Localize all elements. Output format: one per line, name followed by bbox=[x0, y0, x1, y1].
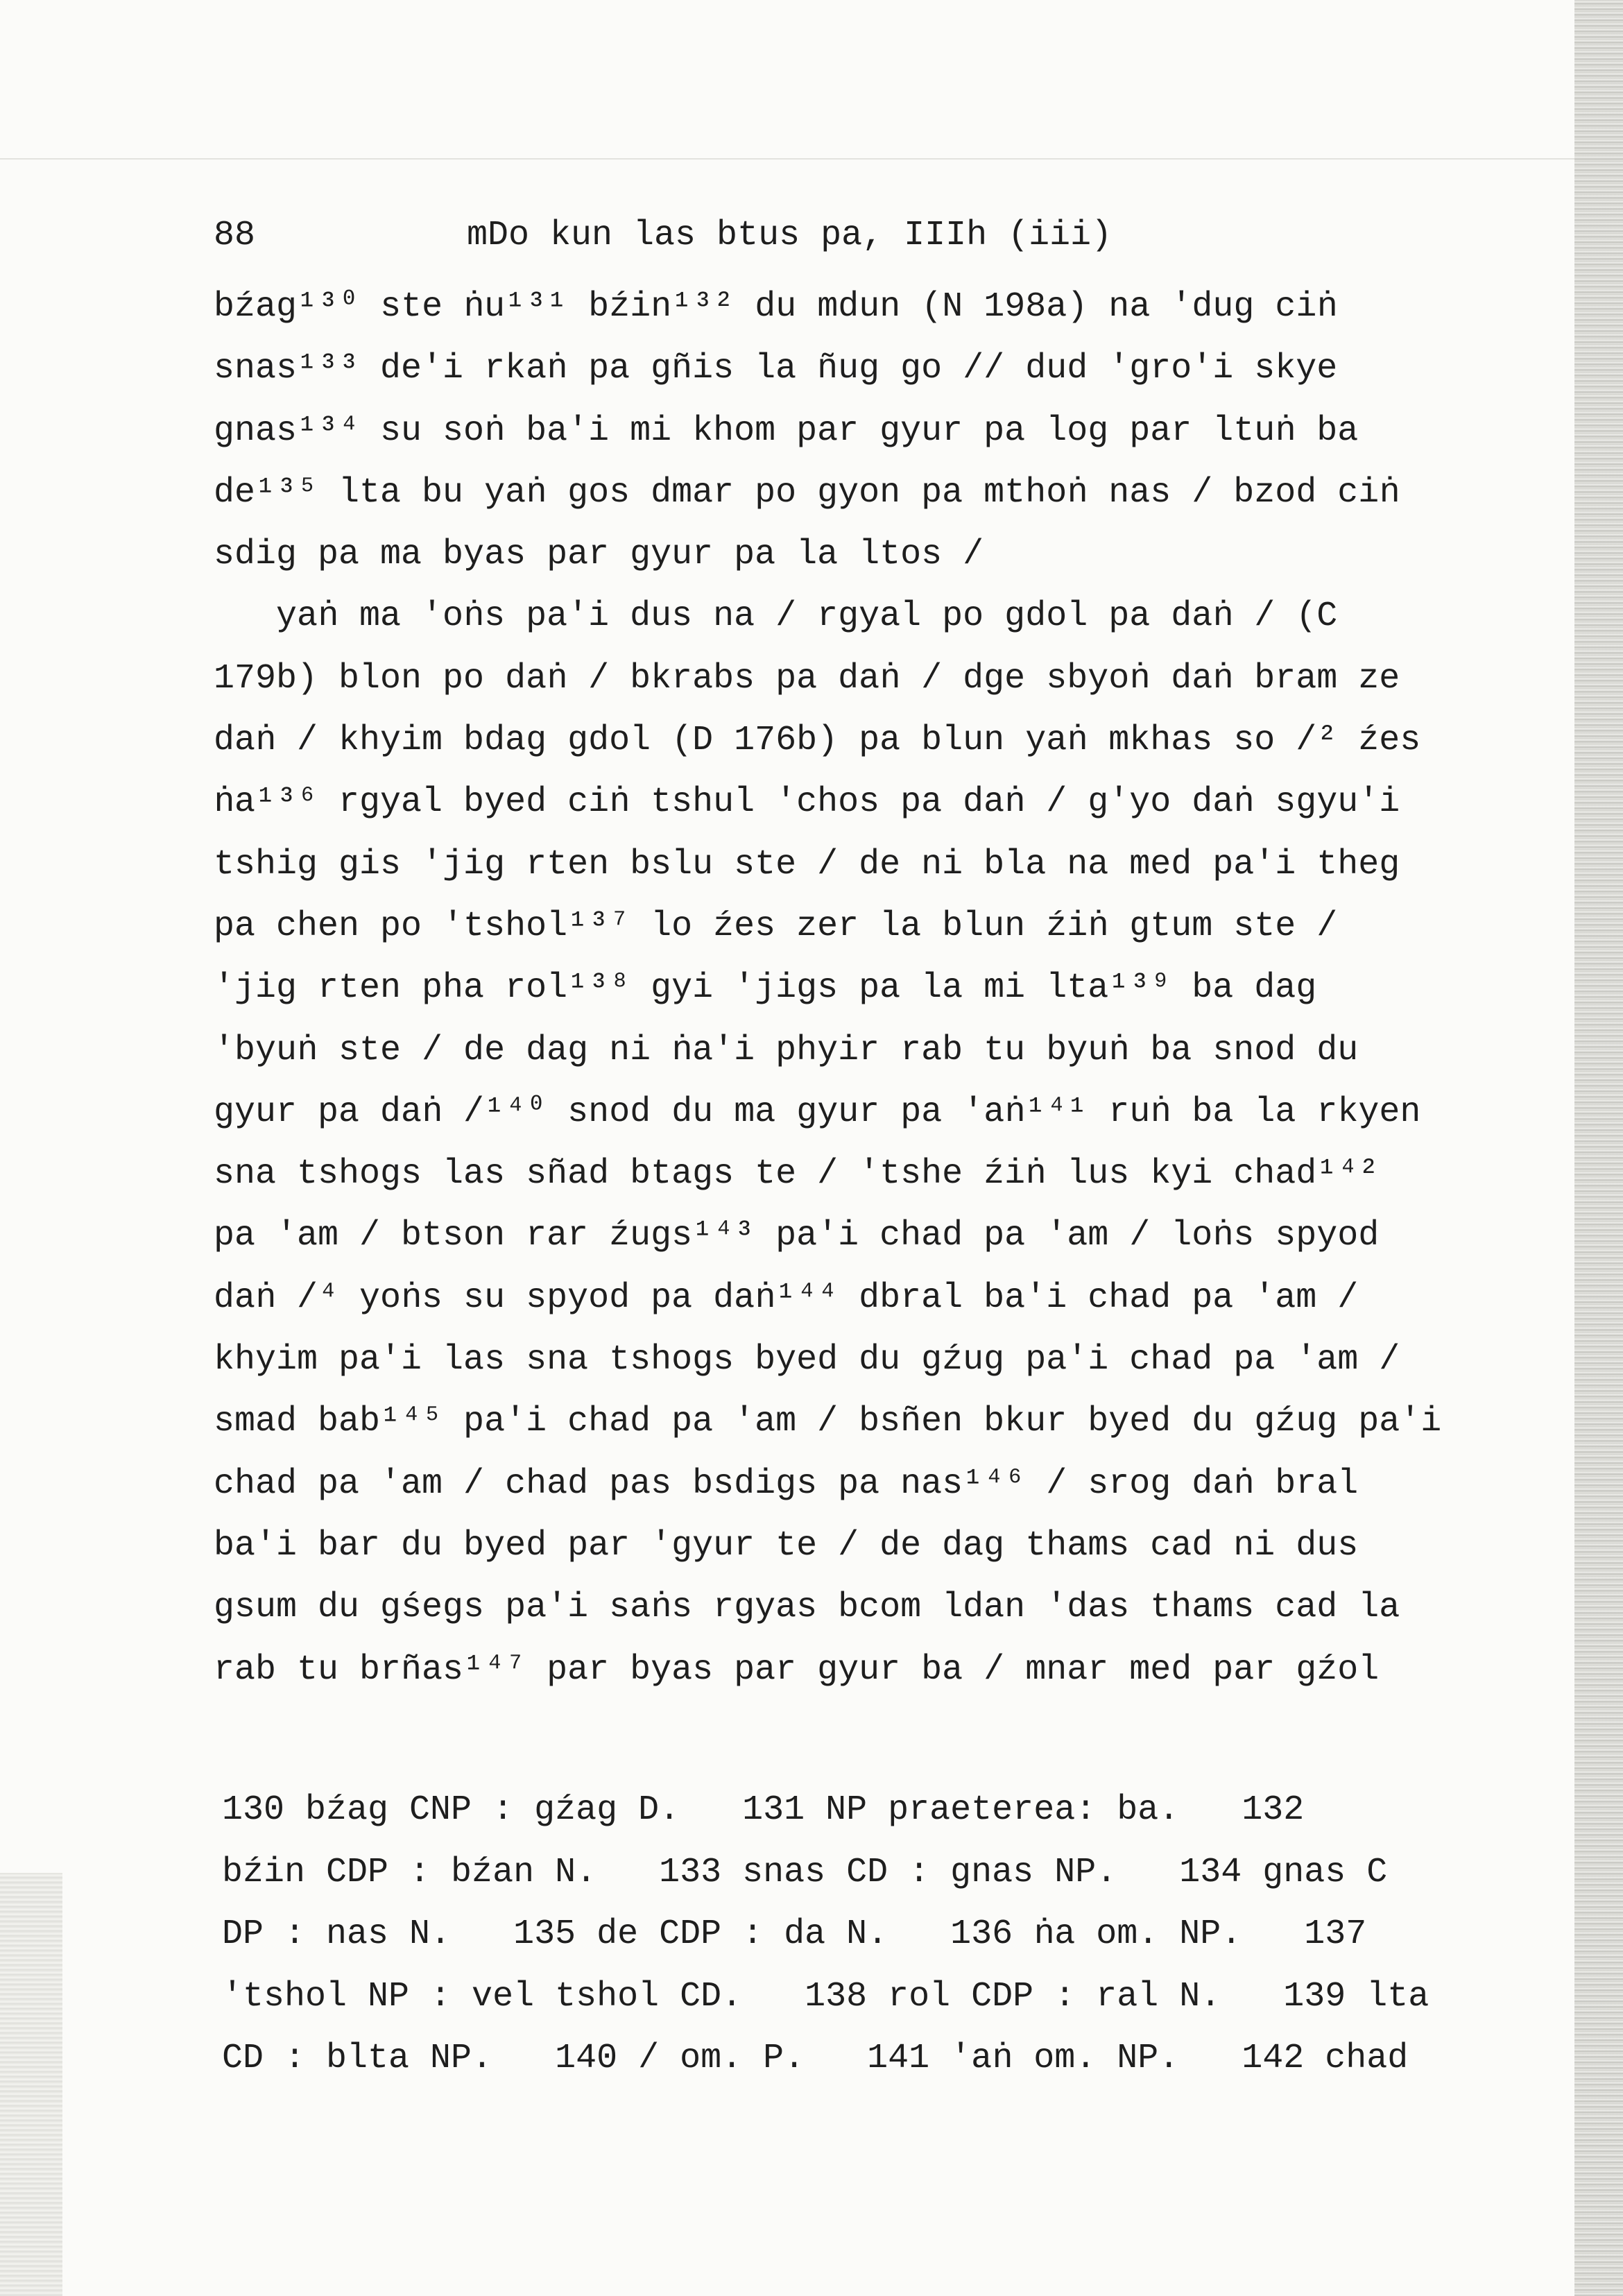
body-line: sna tshogs las sñad btags te / 'tshe źiṅ lus kyi chad¹⁴² bbox=[214, 1154, 1380, 1194]
footnote-line: bźin CDP : bźan N. 133 snas CD : gnas NP. 134 gnas C bbox=[222, 1852, 1388, 1892]
footnote-line: DP : nas N. 135 de CDP : da N. 136 ṅa om. NP. 137 bbox=[222, 1914, 1367, 1954]
body-line: pa 'am / btson rar źugs¹⁴³ pa'i chad pa 'am / loṅs spyod bbox=[214, 1216, 1380, 1256]
body-line: ba'i bar du byed par 'gyur te / de dag thams cad ni dus bbox=[214, 1525, 1359, 1566]
body-line: khyim pa'i las sna tshogs byed du gźug pa'i chad pa 'am / bbox=[214, 1340, 1400, 1380]
scan-edge-left bbox=[0, 1873, 62, 2296]
page-number: 88 bbox=[214, 216, 256, 255]
body-line: sdig pa ma byas par gyur pa la ltos / bbox=[214, 535, 984, 575]
body-text bbox=[214, 276, 1462, 1701]
body-line: 'byuṅ ste / de dag ni ṅa'i phyir rab tu byuṅ ba snod du bbox=[214, 1030, 1359, 1070]
footnote-line: 130 bźag CNP : gźag D. 131 NP praeterea: ba. 132 bbox=[222, 1790, 1305, 1830]
body-line: gnas¹³⁴ su soṅ ba'i mi khom par gyur pa log par ltuṅ ba bbox=[214, 411, 1359, 451]
body-line: snas¹³³ de'i rkaṅ pa gñis la ñug go // dud 'gro'i skye bbox=[214, 349, 1338, 389]
scan-margin-rule bbox=[0, 158, 1574, 160]
scan-edge-right bbox=[1574, 0, 1623, 2296]
body-line: gsum du gśegs pa'i saṅs rgyas bcom ldan 'das thams cad la bbox=[214, 1588, 1400, 1628]
body-line: gyur pa daṅ /¹⁴⁰ snod du ma gyur pa 'aṅ¹⁴¹ ruṅ ba la rkyen bbox=[214, 1092, 1421, 1132]
body-line: daṅ / khyim bdag gdol (D 176b) pa blun yaṅ mkhas so /² źes bbox=[214, 721, 1421, 761]
body-line: bźag¹³⁰ ste ṅu¹³¹ bźin¹³² du mdun (N 198a) na 'dug ciṅ bbox=[214, 287, 1338, 327]
body-line: 'jig rten pha rol¹³⁸ gyi 'jigs pa la mi lta¹³⁹ ba dag bbox=[214, 968, 1317, 1009]
body-line: daṅ /⁴ yoṅs su spyod pa daṅ¹⁴⁴ dbral ba'i chad pa 'am / bbox=[214, 1278, 1359, 1318]
body-line: ṅa¹³⁶ rgyal byed ciṅ tshul 'chos pa daṅ / g'yo daṅ sgyu'i bbox=[214, 782, 1400, 823]
body-line: tshig gis 'jig rten bslu ste / de ni bla na med pa'i theg bbox=[214, 844, 1400, 884]
body-line: chad pa 'am / chad pas bsdigs pa nas¹⁴⁶ / srog daṅ bral bbox=[214, 1464, 1359, 1504]
body-line: de¹³⁵ lta bu yaṅ gos dmar po gyon pa mthoṅ nas / bzod ciṅ bbox=[214, 472, 1400, 513]
body-line: smad bab¹⁴⁵ pa'i chad pa 'am / bsñen bkur byed du gźug pa'i bbox=[214, 1402, 1442, 1442]
footnote-line: 'tshol NP : vel tshol CD. 138 rol CDP : ral N. 139 lta bbox=[222, 1976, 1429, 2016]
footnotes bbox=[222, 1779, 1457, 2090]
body-line: 179b) blon po daṅ / bkrabs pa daṅ / dge sbyoṅ daṅ bram ze bbox=[214, 658, 1400, 699]
body-line: pa chen po 'tshol¹³⁷ lo źes zer la blun źiṅ gtum ste / bbox=[214, 906, 1338, 946]
footnote-line: CD : blta NP. 140 / om. P. 141 'aṅ om. NP. 142 chad bbox=[222, 2039, 1409, 2078]
body-line: rab tu brñas¹⁴⁷ par byas par gyur ba / mnar med par gźol bbox=[214, 1650, 1380, 1690]
body-line: yaṅ ma 'oṅs pa'i dus na / rgyal po gdol pa daṅ / (C bbox=[214, 597, 1338, 637]
page-header bbox=[214, 208, 1113, 264]
running-head: mDo kun las btus pa, IIIh (iii) bbox=[467, 216, 1113, 255]
